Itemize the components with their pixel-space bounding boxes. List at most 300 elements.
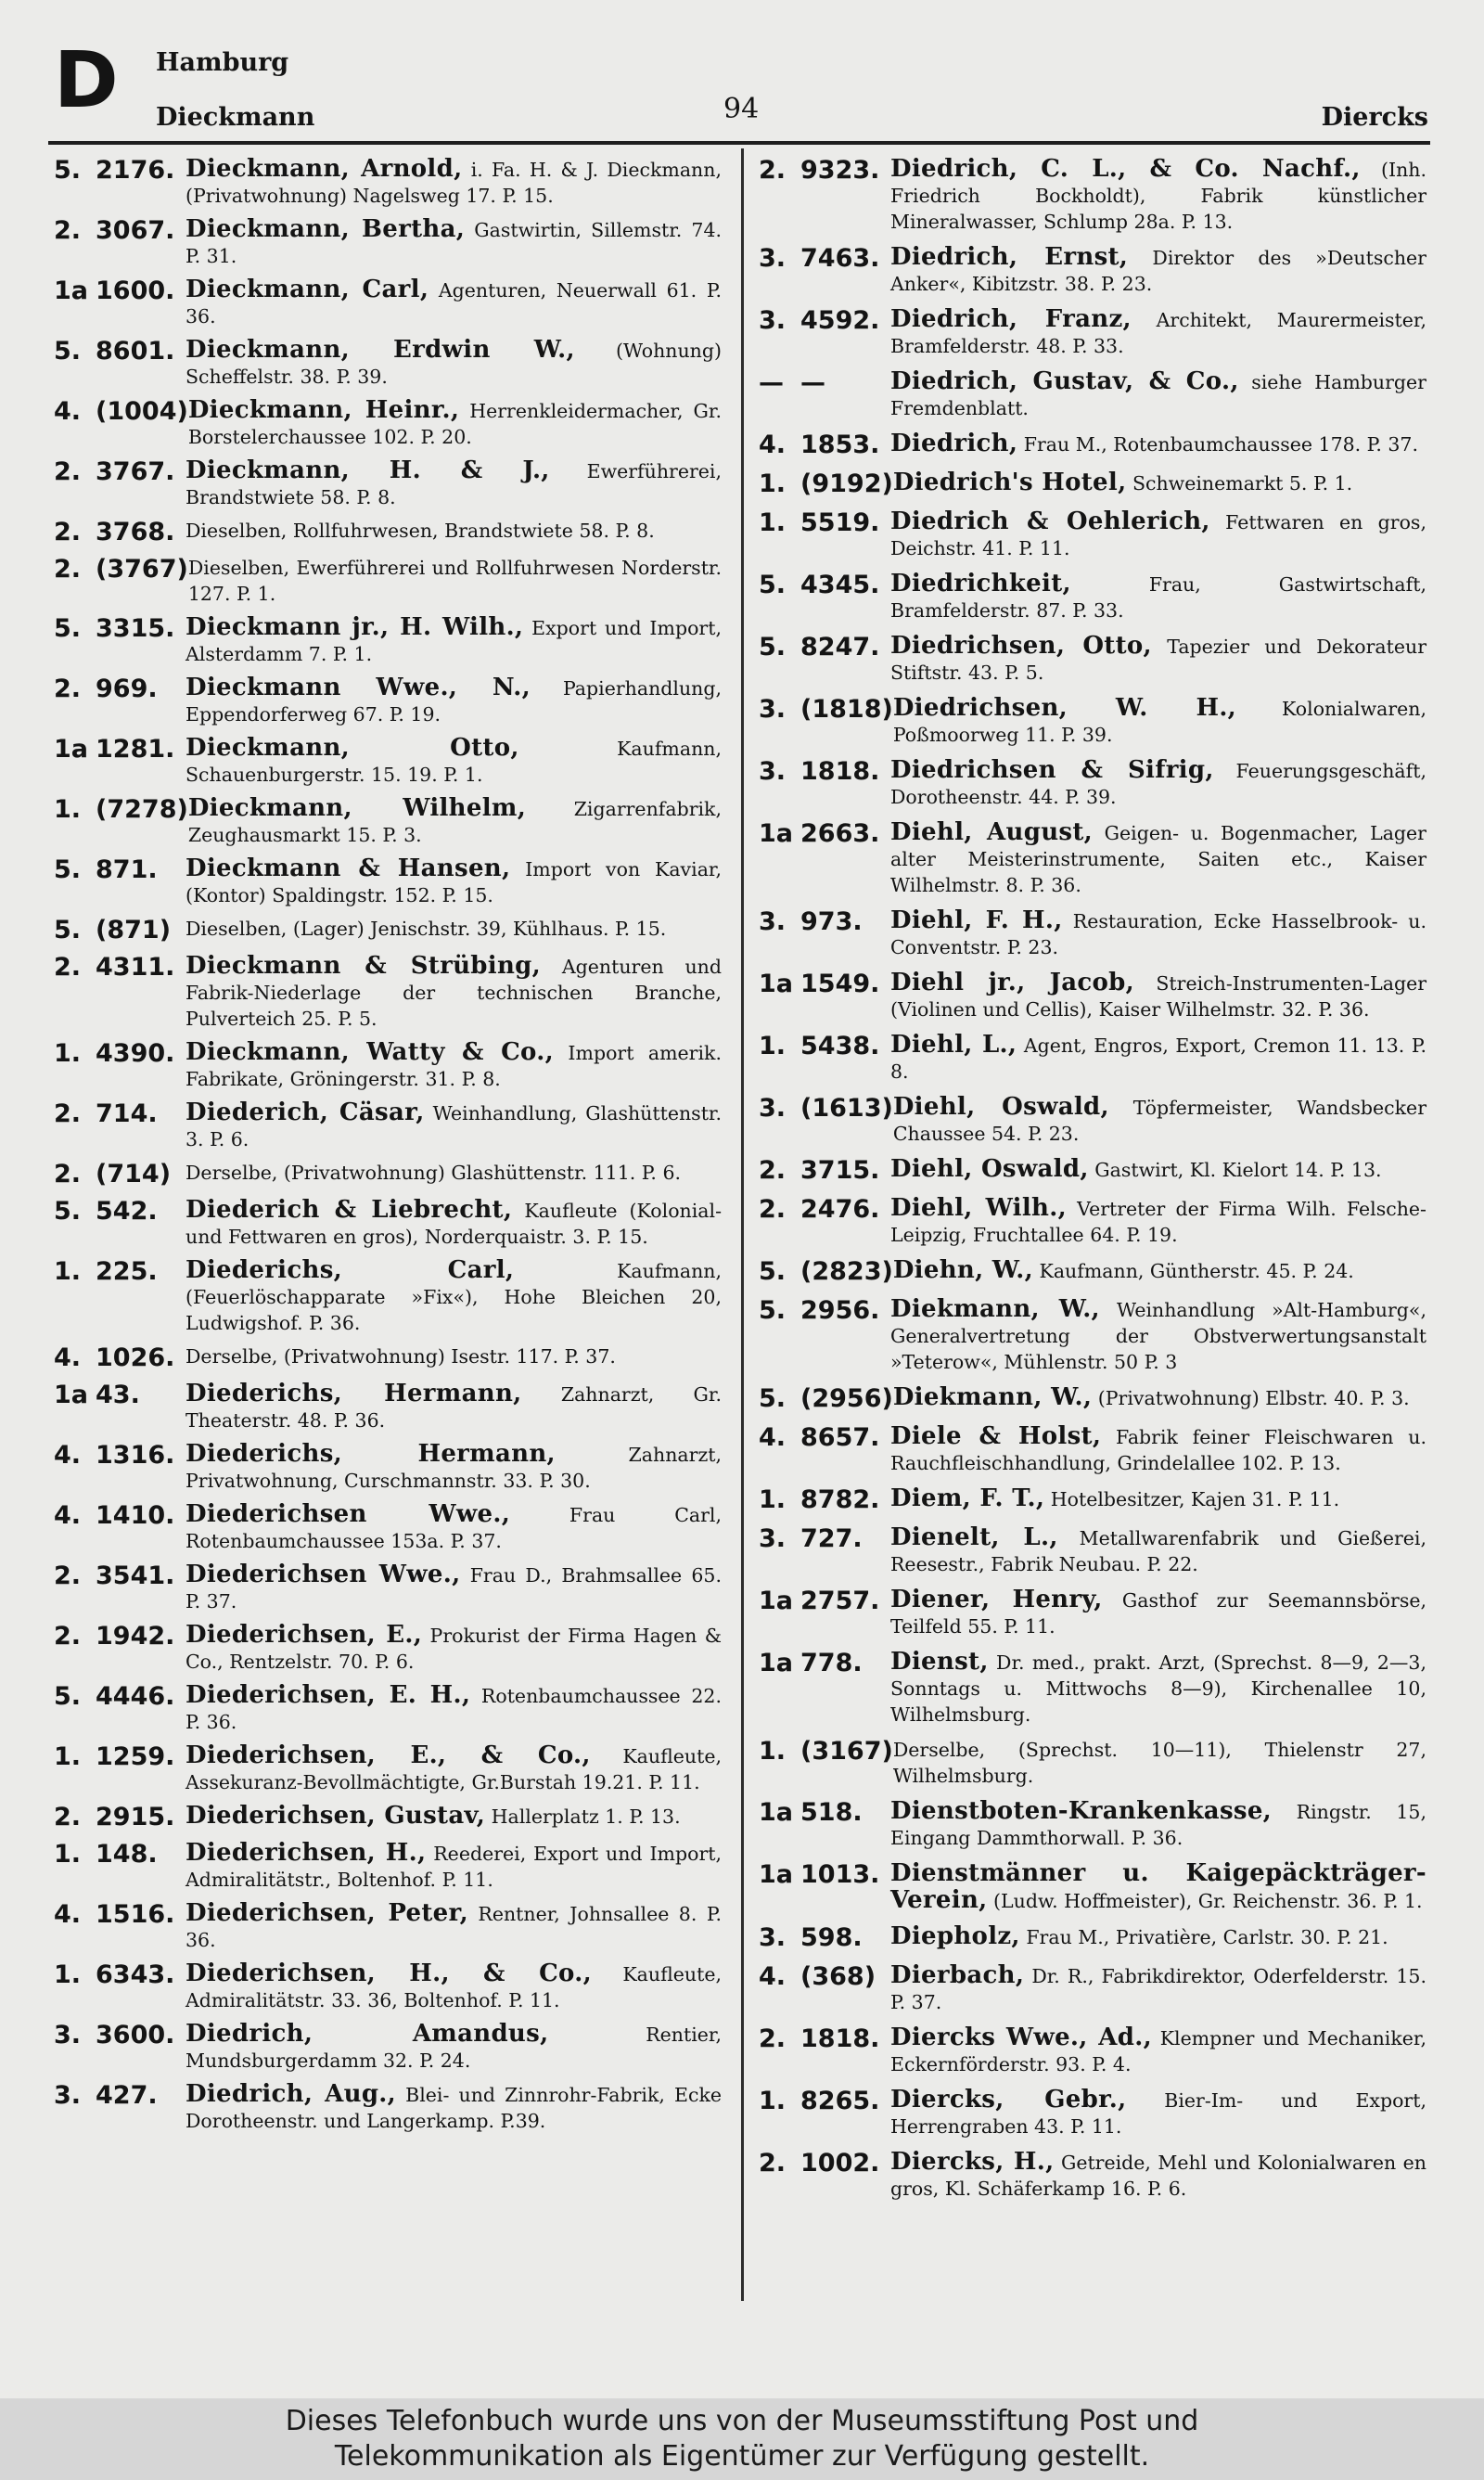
entry-details: siehe Hamburger Fremdenblatt. xyxy=(890,371,1426,419)
entry-details: Derselbe, (Privatwohnung) Glashüttenstr. 111. P. 6. xyxy=(186,1162,682,1184)
entry-text xyxy=(186,1099,722,1152)
footer-line-2: Telekommunikation als Eigentümer zur Verfügung gestellt. xyxy=(334,2440,1150,2473)
line-number: 1516. xyxy=(96,1900,175,1929)
line-number: 973. xyxy=(800,907,863,936)
line-number: (2956) xyxy=(800,1384,893,1413)
directory-entry xyxy=(54,337,722,390)
directory-entry xyxy=(54,457,722,510)
line-number: 1259. xyxy=(96,1742,175,1771)
entry-details: Kaufmann, Schauenburgerstr. 15. 19. P. 1. xyxy=(186,738,722,786)
entry-text xyxy=(890,970,1426,1022)
subscriber-name: Diederichsen, H., & Co., xyxy=(186,1960,592,1987)
subscriber-name: Diedrich & Oehlerich, xyxy=(890,508,1210,535)
subscriber-name: Diedrich, C. L., & Co. Nachf., xyxy=(890,155,1361,183)
line-number: (3167) xyxy=(800,1737,893,1766)
entry-text xyxy=(186,675,722,727)
entry-details: Rentier, Mundsburgerdamm 32. P. 24. xyxy=(186,2024,722,2072)
line-number: (368) xyxy=(800,1962,876,1991)
line-number: (1818) xyxy=(800,695,893,724)
entry-details: Architekt, Maurermeister, Bramfelderstr. 48. P. 33. xyxy=(890,309,1426,357)
phone-number xyxy=(759,633,890,662)
line-number: 1549. xyxy=(800,970,880,998)
directory-entry xyxy=(54,1840,722,1893)
entry-details: Weinhandlung, Glashüttenstr. 3. P. 6. xyxy=(186,1102,722,1150)
exchange-prefix: 3. xyxy=(759,1923,787,1952)
subscriber-name: Dieckmann, Erdwin W., xyxy=(186,336,575,364)
subscriber-name: Diem, F. T., xyxy=(890,1484,1045,1512)
line-number: 4311. xyxy=(96,953,175,982)
subscriber-name: Diederichsen Wwe., xyxy=(186,1500,511,1528)
directory-entry xyxy=(54,1682,722,1735)
entry-details: Rotenbaumchaussee 22. P. 36. xyxy=(186,1685,722,1733)
subscriber-name: Dienstmänner u. Kaigepäckträger-Verein, xyxy=(890,1859,1426,1914)
phone-number xyxy=(54,1742,186,1772)
entry-details: Frau M., Rotenbaumchaussee 178. P. 37. xyxy=(1023,433,1418,456)
phone-number xyxy=(54,276,186,306)
subscriber-name: Diederichsen, E., xyxy=(186,1621,423,1649)
directory-entry xyxy=(759,757,1426,810)
exchange-prefix: 2. xyxy=(54,457,82,486)
subscriber-name: Diederichs, Carl, xyxy=(186,1256,515,1284)
directory-entry xyxy=(54,1501,722,1554)
entry-text xyxy=(890,1296,1426,1375)
directory-entry xyxy=(54,795,722,848)
directory-entry xyxy=(54,1381,722,1433)
phone-number xyxy=(54,1501,186,1531)
entry-text xyxy=(890,1485,1426,1512)
entry-details: Import von Kaviar, (Kontor) Spaldingstr. 152. P. 15. xyxy=(186,858,722,906)
exchange-prefix: 1. xyxy=(759,2087,787,2115)
line-number: 3715. xyxy=(800,1156,880,1185)
phone-number xyxy=(759,1798,890,1828)
entry-text xyxy=(186,518,722,544)
subscriber-name: Diercks, Gebr., xyxy=(890,2086,1127,2114)
exchange-prefix: 4. xyxy=(54,397,82,426)
phone-number xyxy=(759,469,893,499)
phone-number xyxy=(759,508,890,538)
subscriber-name: Diedrich, xyxy=(890,430,1018,457)
entry-text xyxy=(893,1257,1426,1284)
line-number: 3768. xyxy=(96,518,175,546)
directory-entry xyxy=(759,571,1426,623)
phone-number xyxy=(759,368,890,398)
directory-entry xyxy=(54,1160,722,1189)
exchange-prefix: 2. xyxy=(54,1160,82,1189)
entry-text xyxy=(186,855,722,908)
subscriber-name: Diederichsen, E., & Co., xyxy=(186,1741,591,1769)
entry-details: Agent, Engros, Export, Cremon 11. 13. P. 8. xyxy=(890,1034,1427,1083)
phone-number xyxy=(54,1840,186,1870)
entry-details: Direktor des »Deutscher Anker«, Kibitzstr. 38. P. 23. xyxy=(890,247,1426,295)
entry-details: Dr. med., prakt. Arzt, (Sprechst. 8—9, 2—3, Sonntags u. Mittwochs 8—9), Kirchenallee 10, Wilhelmsburg. xyxy=(890,1651,1426,1726)
exchange-prefix: 1a xyxy=(759,1649,794,1677)
phone-number xyxy=(759,1195,890,1225)
directory-entry xyxy=(759,1962,1426,2015)
phone-number xyxy=(759,970,890,999)
subscriber-name: Dieckmann & Strübing, xyxy=(186,952,542,980)
line-number: 8657. xyxy=(800,1423,880,1452)
exchange-prefix: 5. xyxy=(54,1197,82,1226)
phone-number xyxy=(759,695,893,725)
phone-number xyxy=(759,1423,890,1453)
exchange-prefix: 2. xyxy=(54,555,82,584)
directory-entry xyxy=(54,1441,722,1494)
directory-entry xyxy=(54,156,722,209)
entry-details: Dieselben, (Lager) Jenischstr. 39, Kühlhaus. P. 15. xyxy=(186,918,667,940)
footer-line-1: Dieses Telefonbuch wurde uns von der Museumsstiftung Post und xyxy=(285,2405,1199,2437)
phone-number xyxy=(759,156,890,186)
line-number: 427. xyxy=(96,2081,158,2110)
entry-details: Frau, Gastwirtschaft, Bramfelderstr. 87. P. 33. xyxy=(890,573,1426,622)
subscriber-name: Diekmann, W., xyxy=(890,1295,1100,1323)
directory-entry xyxy=(54,1099,722,1152)
line-number: 2663. xyxy=(800,819,880,848)
exchange-prefix: 2. xyxy=(54,953,82,982)
entry-text xyxy=(186,1039,722,1092)
exchange-prefix: 2. xyxy=(759,1195,787,1224)
subscriber-name: Diele & Holst, xyxy=(890,1422,1102,1450)
entry-details: Blei- und Zinnrohr-Fabrik, Ecke Dorotheenstr. und Langerkamp. P.39. xyxy=(186,2084,722,2132)
directory-entry xyxy=(54,518,722,547)
subscriber-name: Diederichs, Hermann, xyxy=(186,1440,556,1468)
line-number: 1002. xyxy=(800,2149,880,2178)
entry-details: (Privatwohnung) Elbstr. 40. P. 3. xyxy=(1097,1387,1410,1409)
exchange-prefix: 3. xyxy=(54,2081,82,2110)
entry-details: Kaufleute, Assekuranz-Bevollmächtigte, Gr.Burstah 19.21. P. 11. xyxy=(186,1745,722,1793)
exchange-prefix: 1a xyxy=(54,1381,89,1409)
subscriber-name: Diedrichkeit, xyxy=(890,570,1071,598)
line-number: 1818. xyxy=(800,2024,880,2053)
exchange-prefix: 5. xyxy=(54,855,82,884)
line-number: 1013. xyxy=(800,1860,880,1889)
directory-entry xyxy=(54,1039,722,1092)
phone-number xyxy=(54,953,186,983)
phone-number xyxy=(54,1039,186,1069)
subscriber-name: Dierbach, xyxy=(890,1961,1025,1989)
directory-entry xyxy=(54,1257,722,1336)
exchange-prefix: — xyxy=(759,368,784,397)
subscriber-name: Diedrichsen, Otto, xyxy=(890,632,1152,660)
subscriber-name: Diekmann, W., xyxy=(892,1383,1093,1411)
subscriber-name: Dieckmann & Hansen, xyxy=(186,855,511,882)
line-number: (871) xyxy=(96,916,172,944)
exchange-prefix: 2. xyxy=(54,1099,82,1128)
phone-number xyxy=(759,1524,890,1554)
first-entry-heading: Dieckmann xyxy=(156,103,315,132)
exchange-prefix: 1. xyxy=(54,1840,82,1869)
directory-entry xyxy=(759,1094,1426,1147)
line-number: 3600. xyxy=(96,2021,175,2050)
entry-details: Restauration, Ecke Hasselbrook- u. Conventstr. P. 23. xyxy=(890,910,1426,958)
line-number: 4592. xyxy=(800,306,880,335)
entry-text xyxy=(890,1923,1426,1950)
exchange-prefix: 2. xyxy=(759,1156,787,1185)
entry-text xyxy=(186,1197,722,1250)
entry-details: Gasthof zur Seemannsbörse, Teilfeld 55. P. 11. xyxy=(890,1589,1426,1638)
entry-details: Derselbe, (Sprechst. 10—11), Thielenstr 27, Wilhelmsburg. xyxy=(892,1739,1426,1787)
exchange-prefix: 1. xyxy=(759,1485,787,1514)
subscriber-name: Dieckmann, H. & J., xyxy=(186,456,550,484)
entry-details: Dieselben, Ewerführerei und Rollfuhrwesen Norderstr. 127. P. 1. xyxy=(187,557,722,605)
entry-details: Frau M., Privatière, Carlstr. 30. P. 21. xyxy=(1026,1926,1388,1948)
directory-entry xyxy=(759,970,1426,1022)
line-number: 1853. xyxy=(800,430,880,459)
exchange-prefix: 2. xyxy=(54,518,82,546)
exchange-prefix: 3. xyxy=(759,695,787,724)
entry-text xyxy=(890,1423,1426,1476)
entry-text xyxy=(186,1840,722,1893)
phone-number xyxy=(759,819,890,849)
exchange-prefix: 2. xyxy=(54,1622,82,1651)
line-number: 1026. xyxy=(96,1343,175,1372)
header-rule xyxy=(48,141,1430,145)
line-number: 8782. xyxy=(800,1485,880,1514)
phone-number xyxy=(759,306,890,336)
entry-details: Dieselben, Rollfuhrwesen, Brandstwiete 58. P. 8. xyxy=(186,520,655,542)
entry-text xyxy=(188,397,722,450)
entry-text xyxy=(890,508,1426,561)
exchange-prefix: 3. xyxy=(759,244,787,273)
line-number: 8265. xyxy=(800,2087,880,2115)
directory-entry xyxy=(759,244,1426,297)
entry-details: Agenturen, Neuerwall 61. P. 36. xyxy=(186,279,722,328)
line-number: 1942. xyxy=(96,1622,175,1651)
subscriber-name: Diederichsen, H., xyxy=(186,1839,427,1867)
exchange-prefix: 4. xyxy=(54,1900,82,1929)
entry-text xyxy=(186,1343,722,1369)
entry-details: Weinhandlung »Alt-Hamburg«, Generalvertretung der Obstverwertungsanstalt »Teterow«, Mühlenstr. 50 P. 3 xyxy=(890,1299,1426,1373)
entry-details: Rentner, Johnsallee 8. P. 36. xyxy=(186,1903,722,1951)
entry-text xyxy=(890,819,1426,898)
entry-details: Papierhandlung, Eppendorferweg 67. P. 19. xyxy=(186,677,722,726)
entry-text xyxy=(890,633,1426,686)
entry-details: Ringstr. 15, Eingang Dammthorwall. P. 36. xyxy=(890,1801,1426,1849)
entry-text xyxy=(186,156,722,209)
phone-number xyxy=(54,457,186,487)
exchange-prefix: 4. xyxy=(759,1962,787,1991)
exchange-prefix: 4. xyxy=(54,1441,82,1470)
subscriber-name: Diehn, W., xyxy=(892,1256,1033,1284)
exchange-prefix: 1a xyxy=(54,276,89,305)
city-heading: Hamburg xyxy=(156,48,289,77)
entry-text xyxy=(186,1441,722,1494)
exchange-prefix: 1. xyxy=(54,1257,82,1286)
entry-text xyxy=(186,1561,722,1614)
entry-text xyxy=(893,1384,1426,1411)
exchange-prefix: 1a xyxy=(759,1798,794,1827)
directory-entry xyxy=(54,953,722,1032)
exchange-prefix: 5. xyxy=(759,1296,787,1325)
directory-entry xyxy=(54,1622,722,1675)
entry-details: Feuerungsgeschäft, Dorotheenstr. 44. P. 39. xyxy=(890,760,1426,808)
page-number: 94 xyxy=(723,93,760,125)
subscriber-name: Diedrich, Aug., xyxy=(186,2080,397,2108)
entry-details: Gastwirt, Kl. Kielort 14. P. 13. xyxy=(1094,1159,1382,1181)
subscriber-name: Diepholz, xyxy=(890,1922,1020,1950)
entry-details: Getreide, Mehl und Kolonialwaren en gros, Kl. Schäferkamp 16. P. 6. xyxy=(890,2152,1426,2200)
entry-text xyxy=(186,2081,722,2134)
directory-entry xyxy=(54,1742,722,1795)
exchange-prefix: 1. xyxy=(759,1032,787,1060)
directory-entry xyxy=(759,695,1426,748)
entry-details: Bier-Im- und Export, Herrengraben 43. P. 11. xyxy=(890,2089,1426,2138)
phone-number xyxy=(759,1257,893,1287)
directory-entry xyxy=(759,1485,1426,1515)
directory-entry xyxy=(54,216,722,269)
entry-text xyxy=(890,1524,1426,1577)
exchange-prefix: 3. xyxy=(759,1094,787,1123)
entry-text xyxy=(893,1737,1426,1789)
entry-text xyxy=(186,1381,722,1433)
directory-entry xyxy=(759,1860,1426,1914)
entry-details: i. Fa. H. & J. Dieckmann, (Privatwohnung) Nagelsweg 17. P. 15. xyxy=(186,159,722,207)
entry-text xyxy=(890,1962,1426,2015)
directory-entry xyxy=(54,1900,722,1953)
phone-number xyxy=(54,216,186,246)
entry-text xyxy=(890,2024,1426,2077)
subscriber-name: Diedrich's Hotel, xyxy=(892,469,1127,496)
subscriber-name: Diedrich, Gustav, & Co., xyxy=(890,367,1239,395)
subscriber-name: Diederich, Cäsar, xyxy=(186,1099,425,1126)
last-entry-heading: Diercks xyxy=(1321,103,1428,132)
entry-text xyxy=(890,571,1426,623)
phone-number xyxy=(54,1682,186,1712)
line-number: 1600. xyxy=(96,276,175,305)
entry-details: Kaufleute, Admiralitätstr. 33. 36, Boltenhof. P. 11. xyxy=(186,1963,722,2011)
exchange-prefix: 4. xyxy=(759,430,787,459)
line-number: 2476. xyxy=(800,1195,880,1224)
line-number: (7278) xyxy=(96,795,188,824)
entry-details: (Wohnung) Scheffelstr. 38. P. 39. xyxy=(186,340,722,388)
phone-number xyxy=(54,156,186,186)
line-number: 1316. xyxy=(96,1441,175,1470)
exchange-prefix: 1. xyxy=(54,1960,82,1989)
entry-text xyxy=(890,1649,1426,1728)
entry-text xyxy=(186,216,722,269)
entry-details: Frau Carl, Rotenbaumchaussee 153a. P. 37. xyxy=(186,1504,722,1552)
directory-entry xyxy=(759,633,1426,686)
line-number: 2956. xyxy=(800,1296,880,1325)
exchange-prefix: 5. xyxy=(54,1682,82,1711)
entry-details: Agenturen und Fabrik-Niederlage der technischen Branche, Pulverteich 25. P. 5. xyxy=(186,956,722,1030)
phone-number xyxy=(759,1094,893,1124)
directory-entry xyxy=(759,1156,1426,1186)
exchange-prefix: 2. xyxy=(54,1803,82,1831)
line-number: 3315. xyxy=(96,614,175,643)
entry-text xyxy=(890,368,1426,421)
entry-text xyxy=(890,1195,1426,1248)
line-number: 3067. xyxy=(96,216,175,245)
phone-number xyxy=(54,735,186,765)
line-number: (1613) xyxy=(800,1094,893,1123)
subscriber-name: Dieckmann, Wilhelm, xyxy=(187,794,527,822)
subscriber-name: Diehl, F. H., xyxy=(890,906,1063,934)
subscriber-name: Diercks Wwe., Ad., xyxy=(890,2024,1152,2051)
line-number: 714. xyxy=(96,1099,158,1128)
subscriber-name: Dieckmann, Heinr., xyxy=(187,396,460,424)
entry-text xyxy=(890,244,1426,297)
line-number: 2757. xyxy=(800,1587,880,1615)
entry-text xyxy=(186,457,722,510)
phone-number xyxy=(759,907,890,937)
directory-entry xyxy=(54,855,722,908)
entry-details: Dr. R., Fabrikdirektor, Oderfelderstr. 15. P. 37. xyxy=(890,1965,1426,2013)
entry-text xyxy=(890,1860,1426,1914)
entry-details: Import amerik. Fabrikate, Gröningerstr. 31. P. 8. xyxy=(186,1042,722,1090)
directory-entry xyxy=(54,614,722,667)
entry-text xyxy=(186,1803,722,1830)
entry-text xyxy=(186,1682,722,1735)
directory-entry xyxy=(759,1257,1426,1287)
entry-text xyxy=(890,2149,1426,2202)
subscriber-name: Diederichs, Hermann, xyxy=(186,1380,522,1407)
entry-details: (Inh. Friedrich Bockholdt), Fabrik künstlicher Mineralwasser, Schlump 28a. P. 13. xyxy=(890,159,1426,233)
phone-number xyxy=(759,1649,890,1678)
directory-entry xyxy=(759,1524,1426,1577)
directory-entry xyxy=(54,1561,722,1614)
exchange-prefix: 1a xyxy=(54,735,89,764)
entry-details: Metallwarenfabrik und Gießerei, Reesestr., Fabrik Neubau. P. 22. xyxy=(890,1527,1426,1575)
entry-text xyxy=(186,337,722,390)
line-number: 8247. xyxy=(800,633,880,662)
right-column xyxy=(759,156,1426,2211)
phone-number xyxy=(54,1257,186,1287)
phone-number xyxy=(759,1587,890,1616)
phone-number xyxy=(759,571,890,600)
entry-text xyxy=(890,156,1426,235)
line-number: (1004) xyxy=(96,397,188,426)
phone-number xyxy=(759,1737,893,1767)
entry-text xyxy=(890,2087,1426,2139)
entry-text xyxy=(890,306,1426,359)
line-number: 3541. xyxy=(96,1561,175,1590)
subscriber-name: Diederich & Liebrecht, xyxy=(186,1196,513,1224)
directory-entry xyxy=(759,306,1426,359)
directory-entry xyxy=(54,1960,722,2013)
subscriber-name: Diehl, Wilh., xyxy=(890,1194,1067,1222)
phone-number xyxy=(759,2149,890,2178)
phone-number xyxy=(759,1860,890,1890)
line-number: 6343. xyxy=(96,1960,175,1989)
entry-text xyxy=(893,469,1426,496)
subscriber-name: Diederichsen, E. H., xyxy=(186,1681,471,1709)
subscriber-name: Diehl, Oswald, xyxy=(890,1155,1089,1183)
subscriber-name: Dienstboten-Krankenkasse, xyxy=(890,1797,1273,1825)
line-number: 542. xyxy=(96,1197,158,1226)
exchange-prefix: 4. xyxy=(54,1343,82,1372)
phone-number xyxy=(54,916,186,945)
exchange-prefix: 2. xyxy=(54,1561,82,1590)
exchange-prefix: 1. xyxy=(759,1737,787,1766)
entry-details: (Ludw. Hoffmeister), Gr. Reichenstr. 36. P. 1. xyxy=(993,1890,1423,1912)
exchange-prefix: 5. xyxy=(759,633,787,662)
subscriber-name: Dieckmann, Arnold, xyxy=(186,155,463,183)
subscriber-name: Dieckmann, Bertha, xyxy=(186,215,466,243)
entry-details: Reederei, Export und Import, Admiralitätstr., Boltenhof. P. 11. xyxy=(186,1843,723,1891)
exchange-prefix: 3. xyxy=(759,907,787,936)
phone-number xyxy=(54,1381,186,1410)
phone-number xyxy=(54,1441,186,1471)
exchange-prefix: 5. xyxy=(54,156,82,185)
phone-number xyxy=(54,2081,186,2111)
exchange-prefix: 3. xyxy=(54,2021,82,2050)
directory-entry xyxy=(54,2021,722,2074)
entry-details: Tapezier und Dekorateur Stiftstr. 43. P. 5. xyxy=(890,636,1426,684)
directory-entry xyxy=(54,2081,722,2134)
entry-details: Streich-Instrumenten-Lager (Violinen und Cellis), Kaiser Wilhelmstr. 32. P. 36. xyxy=(890,972,1426,1021)
entry-text xyxy=(890,907,1426,960)
entry-details: Klempner und Mechaniker, Eckernförderstr. 93. P. 4. xyxy=(890,2027,1426,2075)
